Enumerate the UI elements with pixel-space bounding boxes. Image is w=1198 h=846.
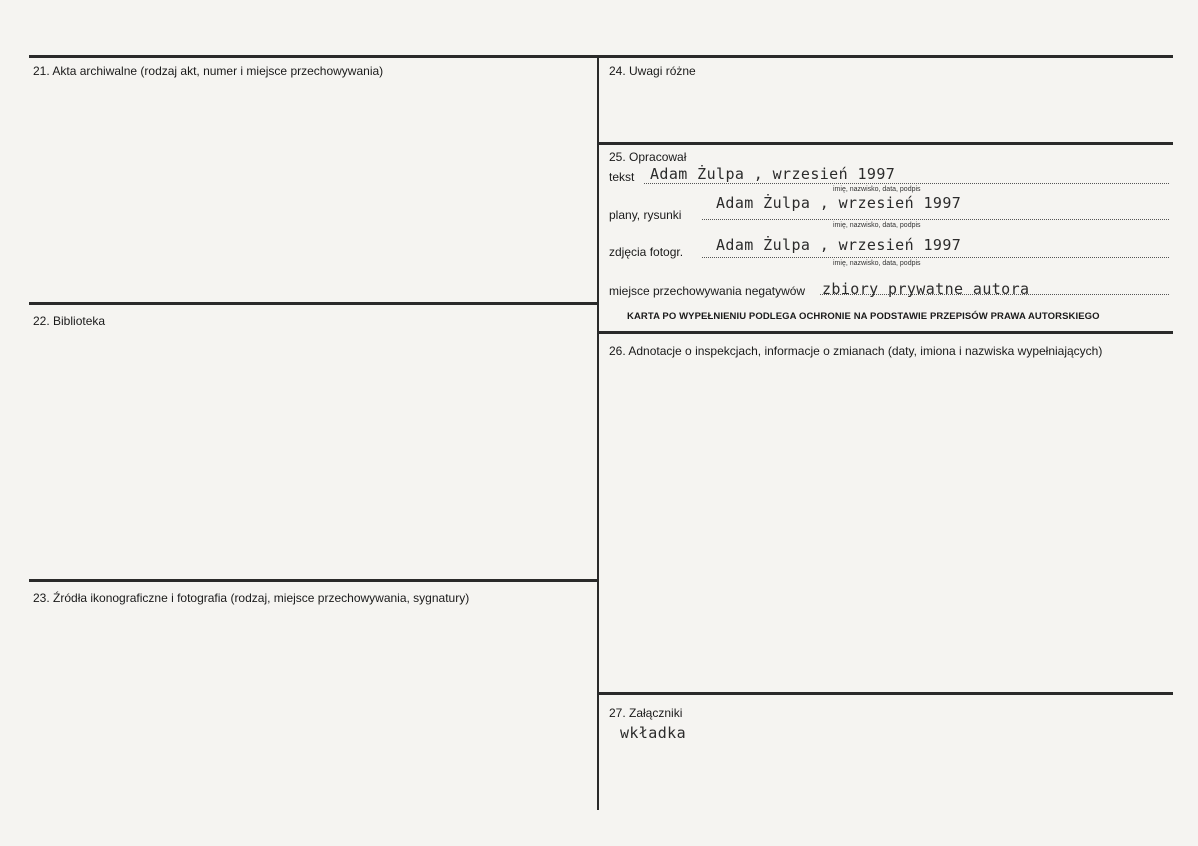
section-25-prepared-by-label: 25. Opracował (609, 150, 687, 164)
rule-below-22 (29, 579, 597, 582)
section-23-iconographic-sources-label: 23. Źródła ikonograficzne i fotografia (rodzaj, miejsce przechowywania, sygnatury) (33, 591, 470, 605)
photos-author-value: Adam Żulpa , wrzesień 1997 (716, 236, 962, 254)
rule-below-26 (599, 692, 1173, 695)
top-rule (29, 55, 1173, 58)
section-22-library-label: 22. Biblioteka (33, 314, 106, 328)
rule-below-25 (599, 331, 1173, 334)
plans-author-value: Adam Żulpa , wrzesień 1997 (716, 194, 962, 212)
rule-below-21 (29, 302, 597, 305)
section-26-inspection-notes-label: 26. Adnotacje o inspekcjach, informacje o zmianach (daty, imiona i nazwiska wypełniających) (609, 344, 1103, 358)
plans-author-label: plany, rysunki (609, 208, 682, 222)
copyright-notice: KARTA PO WYPEŁNIENIU PODLEGA OCHRONIE NA PODSTAWIE PRZEPISÓW PRAWA AUTORSKIEGO (627, 311, 1100, 322)
photos-author-hint: imię, nazwisko, data, podpis (833, 260, 921, 267)
plans-author-hint: imię, nazwisko, data, podpis (833, 222, 921, 229)
photos-author-line (702, 257, 1169, 258)
text-author-hint: imię, nazwisko, data, podpis (833, 186, 921, 193)
text-author-value: Adam Żulpa , wrzesień 1997 (650, 165, 896, 183)
plans-author-line (702, 219, 1169, 220)
section-27-attachments-label: 27. Załączniki (609, 706, 683, 720)
negatives-location-label: miejsce przechowywania negatywów (609, 284, 806, 298)
text-author-label: tekst (609, 170, 635, 184)
rule-below-24 (599, 142, 1173, 145)
photos-author-label: zdjęcia fotogr. (609, 245, 684, 259)
negatives-location-value: zbiory prywatne autora (822, 280, 1030, 298)
section-24-remarks-label: 24. Uwagi różne (609, 64, 696, 78)
column-divider (597, 55, 599, 810)
section-21-archival-records-label: 21. Akta archiwalne (rodzaj akt, numer i miejsce przechowywania) (33, 64, 384, 78)
text-author-line (644, 183, 1169, 184)
attachments-value: wkładka (620, 724, 687, 742)
